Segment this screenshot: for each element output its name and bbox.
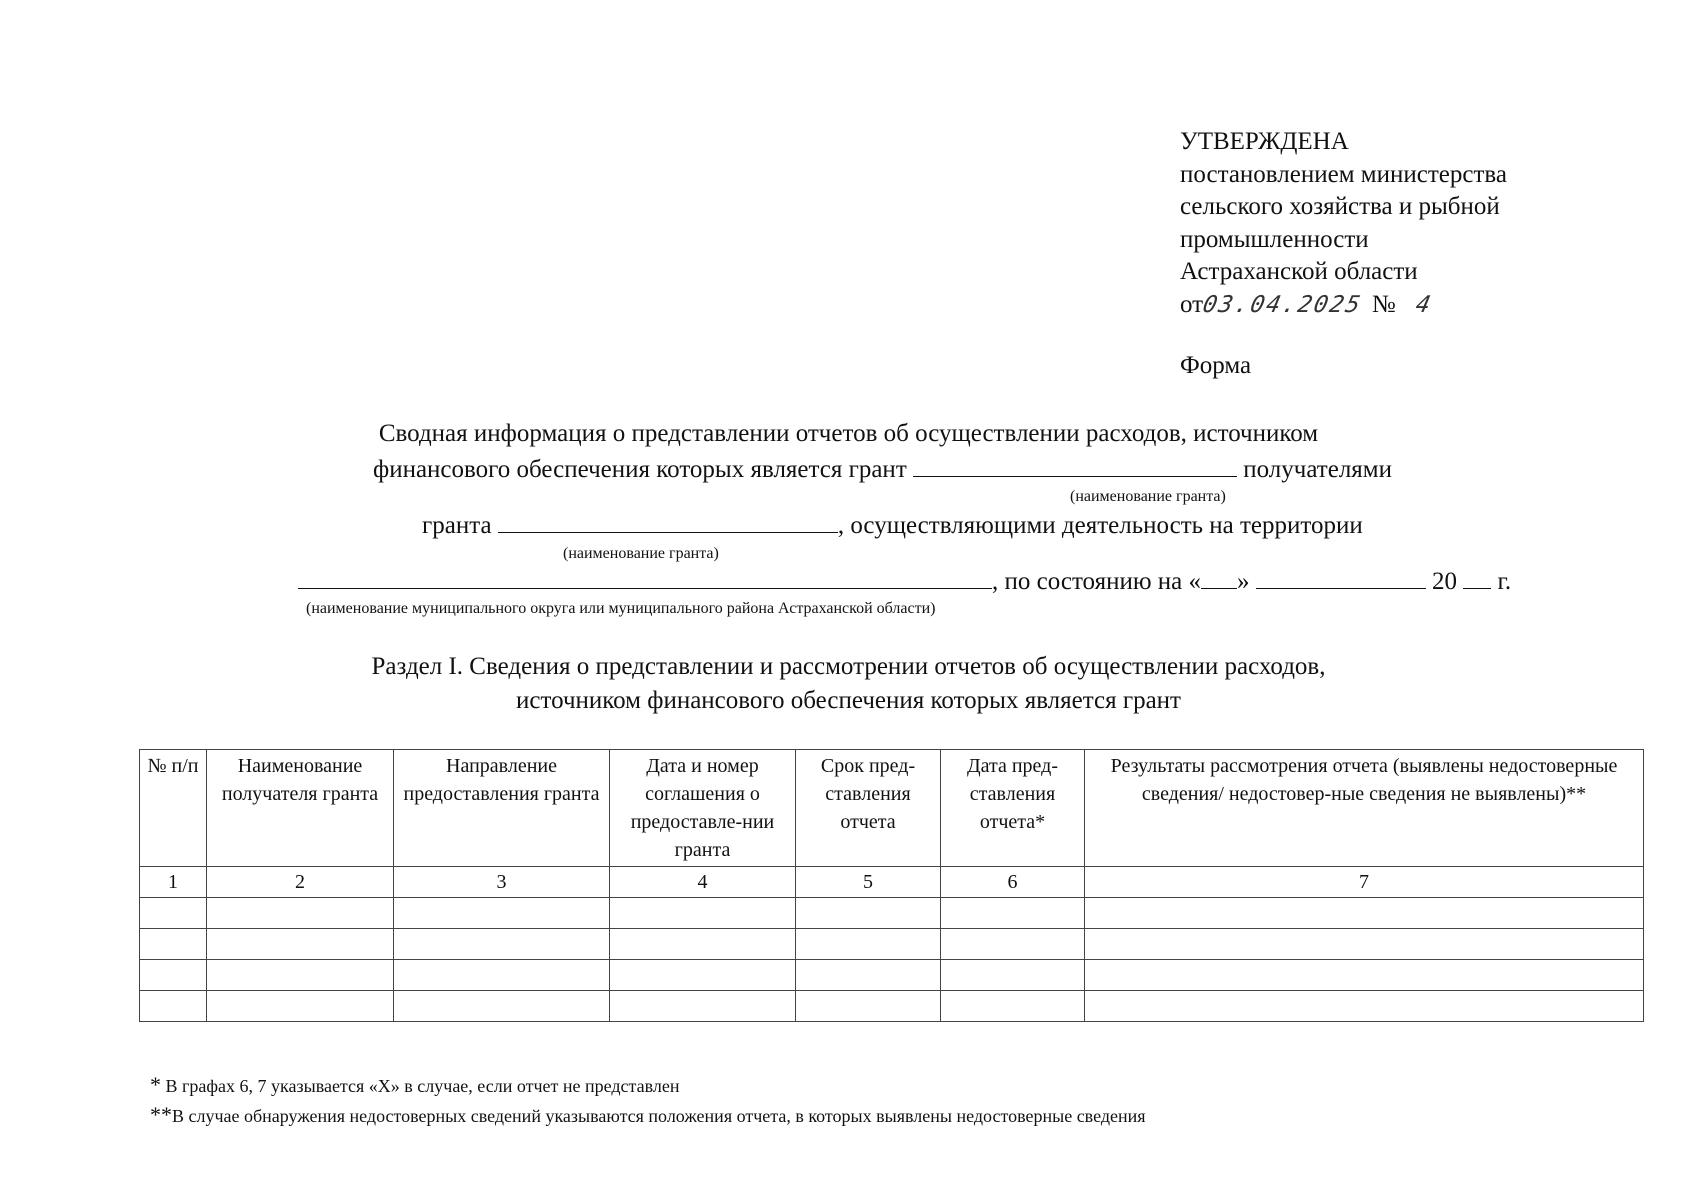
header-cell: Срок пред-ставления отчета (796, 750, 941, 867)
caption-grant-name-2: (наименование гранта) (563, 545, 719, 562)
table-cell[interactable] (610, 960, 796, 991)
year-blank[interactable] (1463, 566, 1491, 589)
table-cell[interactable] (140, 991, 207, 1022)
table-cell[interactable] (941, 898, 1085, 929)
table-cell[interactable] (140, 929, 207, 960)
year-prefix: 20 (1431, 568, 1457, 595)
table-cell[interactable] (140, 960, 207, 991)
table-cell[interactable] (394, 991, 610, 1022)
footnote-1-mark: * (150, 1072, 161, 1097)
footnote-2 (150, 1102, 1146, 1128)
approval-date-line (1180, 289, 1507, 322)
section-heading-line-1: Раздел I. Сведения о представлении и рассмотрении отчетов об осуществлении расходов, (371, 653, 1326, 680)
table-row (140, 898, 1644, 929)
report-table (139, 749, 1644, 1022)
table-cell[interactable] (610, 898, 796, 929)
table-cell[interactable] (941, 960, 1085, 991)
title-line-3-end: , осуществляющими деятельность на территории (837, 512, 1363, 539)
approval-line-5: Астраханской области (1180, 258, 1418, 285)
column-number-row (140, 867, 1644, 898)
approval-line-2: постановлением министерства (1180, 160, 1507, 188)
footnote-1-text: В графах 6, 7 указывается «Х» в случае, если отчет не представлен (161, 1076, 680, 1096)
column-number: 2 (207, 867, 394, 898)
table-cell[interactable] (394, 960, 610, 991)
table-cell[interactable] (207, 898, 394, 929)
footnote-2-mark: ** (150, 1102, 172, 1127)
header-cell: Дата пред-ставления отчета* (941, 750, 1085, 867)
date-prefix: от (1180, 290, 1204, 318)
handwritten-number: 4 (1413, 291, 1435, 318)
approval-line-3: сельского хозяйства и рыбной (1180, 193, 1500, 220)
table-cell[interactable] (1085, 898, 1644, 929)
quote-close: » (1236, 568, 1250, 595)
column-number: 5 (796, 867, 941, 898)
table-cell[interactable] (610, 929, 796, 960)
title-line-2-text: финансового обеспечения которых является грант (373, 456, 907, 483)
table-cell[interactable] (140, 898, 207, 929)
table-cell[interactable] (207, 960, 394, 991)
column-number: 6 (941, 867, 1085, 898)
column-number: 4 (610, 867, 796, 898)
grant-name-blank-2[interactable] (498, 510, 838, 533)
table-cell[interactable] (394, 898, 610, 929)
title-line-4 (298, 566, 1511, 596)
header-cell: Наименование получателя гранта (207, 750, 394, 867)
table-row (140, 960, 1644, 991)
header-cell: Направление предоставления гранта (394, 750, 610, 867)
column-number: 1 (140, 867, 207, 898)
header-cell: Дата и номер соглашения о предоставле-нии гранта (610, 750, 796, 867)
day-blank[interactable] (1201, 566, 1237, 589)
caption-municipality: (наименование муниципального округа или муниципального района Астраханской области) (306, 600, 936, 617)
table-cell[interactable] (1085, 929, 1644, 960)
as-of-text: , по состоянию на « (992, 568, 1201, 595)
form-label: Форма (1180, 352, 1252, 379)
table-cell[interactable] (941, 929, 1085, 960)
title-line-3-text: гранта (422, 512, 492, 539)
number-prefix: № (1371, 290, 1396, 318)
title-line-3 (422, 510, 1363, 540)
table-row (140, 991, 1644, 1022)
title-line-2-end: получателями (1243, 456, 1392, 483)
approval-block (1180, 126, 1507, 321)
table-cell[interactable] (610, 991, 796, 1022)
table-cell[interactable] (394, 929, 610, 960)
table-cell[interactable] (1085, 991, 1644, 1022)
header-cell: № п/п (140, 750, 207, 867)
table-cell[interactable] (207, 991, 394, 1022)
table-cell[interactable] (796, 960, 941, 991)
table-cell[interactable] (1085, 960, 1644, 991)
header-cell: Результаты рассмотрения отчета (выявлены недостоверные сведения/ недостовер-ные сведения не выявлены)** (1085, 750, 1644, 867)
header-row (140, 750, 1644, 867)
table-cell[interactable] (796, 898, 941, 929)
approval-title: УТВЕРЖДЕНА (1180, 128, 1349, 155)
table-cell[interactable] (207, 929, 394, 960)
approval-line-4: промышленности (1180, 225, 1369, 253)
section-heading-line-2: источником финансового обеспечения которых является грант (516, 687, 1181, 714)
title-line-1: Сводная информация о представлении отчетов об осуществлении расходов, источником (378, 420, 1319, 447)
municipality-blank[interactable] (298, 566, 992, 589)
table-cell[interactable] (796, 929, 941, 960)
footnote-2-text: В случае обнаружения недостоверных сведений указываются положения отчета, в которых выявлены недостоверные сведения (172, 1106, 1146, 1126)
year-suffix: г. (1497, 568, 1512, 595)
handwritten-date: 03.04.2025 (1200, 291, 1365, 318)
month-blank[interactable] (1256, 566, 1426, 589)
table-cell[interactable] (796, 991, 941, 1022)
table-cell[interactable] (941, 991, 1085, 1022)
title-line-2 (373, 454, 1392, 484)
column-number: 3 (394, 867, 610, 898)
caption-grant-name-1: (наименование гранта) (1070, 488, 1226, 505)
column-number: 7 (1085, 867, 1644, 898)
footnote-1 (150, 1072, 679, 1098)
table-row (140, 929, 1644, 960)
grant-name-blank[interactable] (913, 454, 1237, 477)
